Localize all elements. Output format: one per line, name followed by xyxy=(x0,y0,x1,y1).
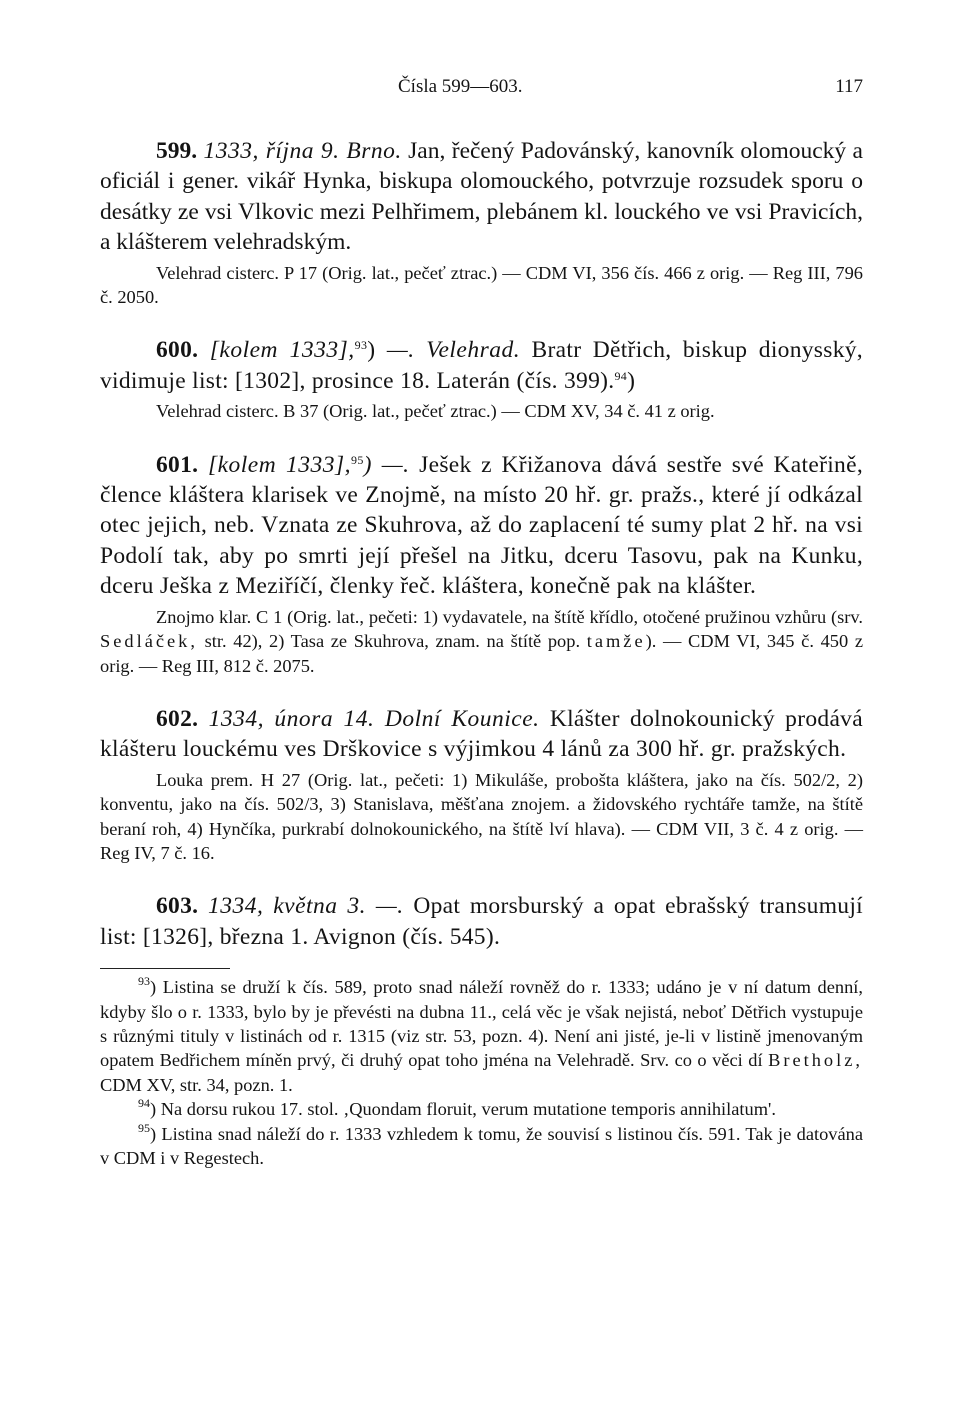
entry-date: 1334, května 3. —. xyxy=(207,893,404,920)
entry-place: —. Velehrad. xyxy=(386,337,521,364)
footnotes xyxy=(100,975,863,1170)
entry-text: Jan, řečený Padovánský, kanovník olomoucký a oficiál i gener. vikář Hynka, biskupa olomouckého, potvrzuje rozsudek sporu o desátky ze vsi Vlkovic mezi Pelhřimem, plebánem kl. louckého ve vsi Pravicích, a klášterem velehradským. xyxy=(100,138,863,256)
entry-regest xyxy=(100,450,863,602)
document-page xyxy=(100,0,863,1407)
footnote-number: 93 xyxy=(138,974,150,989)
footnote-text: ) Listina se druží k čís. 589, proto snad náleží rovněž do r. 1333; udáno je v ní datum denní, kdyby šlo o r. 1333, bylo by je převésti na dubna 11., celá věc je však nejistá, neboť Dětřich vystupuje s různými tituly v listinách od r. 1315 (viz str. 53, pozn. 4). Není ani jisté, je-li v listině jmenovaným opatem Bedřichem míněn prvý, či druhý opat toho jména na Velehradě. Srv. co o věci dí xyxy=(100,977,863,1071)
entry-date: [kolem 1333], xyxy=(207,451,352,478)
entry-date-end: ) —. xyxy=(363,451,410,478)
running-title: Čísla 599—603. xyxy=(398,76,523,97)
entry-text: Ješek z Křižanova dává sestře své Kateřině, člence kláštera klarisek ve Znojmě, na místo 20 hř. gr. pražs., které jí odkázal otec jejich, neb. Vznata ze Skuhrova, až do zaplacení té sumy plat 2 hř. na vsi Podolí tak, aby po smrti její přešel na Jitku, dceru Tasovu, pak na Kunku, dceru Ješka z Meziříčí, členky řeč. kláštera, konečně pak na klášter. xyxy=(100,451,863,600)
entry-regest xyxy=(100,704,863,765)
entry-date: 1334, února 14. Dolní Kounice. xyxy=(208,705,540,732)
entry-regest xyxy=(100,891,863,952)
entry-source xyxy=(100,605,863,678)
entry-source: Velehrad cisterc. B 37 (Orig. lat., pečeť ztrac.) — CDM XV, 34 č. 41 z orig. xyxy=(156,401,715,422)
footnote xyxy=(100,1097,863,1121)
page-number: 117 xyxy=(835,76,863,97)
entry-date: 1333, října 9. Brno. xyxy=(203,138,402,164)
entry-number: 602. xyxy=(156,705,199,732)
footnote xyxy=(100,1122,863,1171)
entry-number: 599. xyxy=(156,138,198,164)
entry-text: Opat morsburský a opat ebrašský transumují list: [1326], března 1. Avignon (čís. 545). xyxy=(100,893,863,950)
source-part: Znojmo klar. C 1 (Orig. lat., pečeti: 1) vydavatele, na štítě křídlo, otočené pružinou vzhůru (srv. xyxy=(156,606,863,627)
footnote xyxy=(100,975,863,1097)
entry-number: 601. xyxy=(156,451,199,478)
entry-601 xyxy=(100,450,863,678)
entry-date: [kolem 1333], xyxy=(209,337,355,364)
footnote-divider xyxy=(100,968,230,969)
document-body xyxy=(100,136,863,1170)
footnote-number: 95 xyxy=(138,1120,150,1135)
source-part: ). — CDM VI, 345 č. 450 z orig. — Reg III, 812 č. 2075. xyxy=(100,631,863,676)
entry-number: 600. xyxy=(156,337,199,364)
footnote-text: CDM XV, str. 34, pozn. 1. xyxy=(100,1074,293,1095)
entry-number: 603. xyxy=(156,893,199,920)
entry-text: Bratr Dětřich, biskup dionysský, vidimuje list: [1302], prosince 18. Laterán (čís. 399). xyxy=(100,337,863,394)
entry-text: Klášter dolnokounický prodává klášteru louckému ves Drškovice s výjimkou 4 lánů za 300 hř. gr. pražských. xyxy=(100,705,863,763)
entry-date-end: ) xyxy=(367,337,387,364)
entry-source: Velehrad cisterc. P 17 (Orig. lat., pečeť ztrac.) — CDM VI, 356 čís. 466 z orig. — Reg III, 796 č. 2050. xyxy=(100,262,863,308)
author-name: Bretholz, xyxy=(768,1050,863,1071)
entry-602 xyxy=(100,704,863,865)
footnote-ref-close: ) xyxy=(627,367,636,394)
footnote-text: ) Listina snad náleží do r. 1333 vzhledem k tomu, že souvisí s listinou čís. 591. Tak je datována v CDM i v Regestech. xyxy=(100,1123,863,1168)
entry-source: Louka prem. H 27 (Orig. lat., pečeti: 1) Mikuláše, probošta kláštera, jako na čís. 502/2, 2) konventu, jako na čís. 502/3, 3) Stanislava, měšťana znojem. a židovského rychtáře tamže, na štítě beraní roh, 4) Hynčíka, purkrabí dolnokounického, na štítě lví hlava). — CDM VII, 3 č. 4 z orig. — Reg IV, 7 č. 16. xyxy=(100,769,863,863)
entry-603 xyxy=(100,891,863,952)
footnote-text: ) Na dorsu rukou 17. stol. ‚Quondam floruit, verum mutatione temporis annihilatum'. xyxy=(150,1099,776,1120)
entry-600 xyxy=(100,335,863,423)
reference-word: tamže xyxy=(586,631,646,652)
source-part: str. 42), 2) Tasa ze Skuhrova, znam. na štítě pop. xyxy=(204,631,581,652)
author-name: Sedláček, xyxy=(100,631,198,652)
entry-regest xyxy=(100,335,863,396)
footnote-number: 94 xyxy=(138,1096,150,1111)
entry-regest xyxy=(100,136,863,258)
footnote-ref: 95 xyxy=(351,452,364,467)
footnote-ref: 94 xyxy=(614,368,628,383)
entry-599 xyxy=(100,136,863,309)
running-head xyxy=(100,76,863,102)
footnote-ref: 93 xyxy=(354,338,368,353)
